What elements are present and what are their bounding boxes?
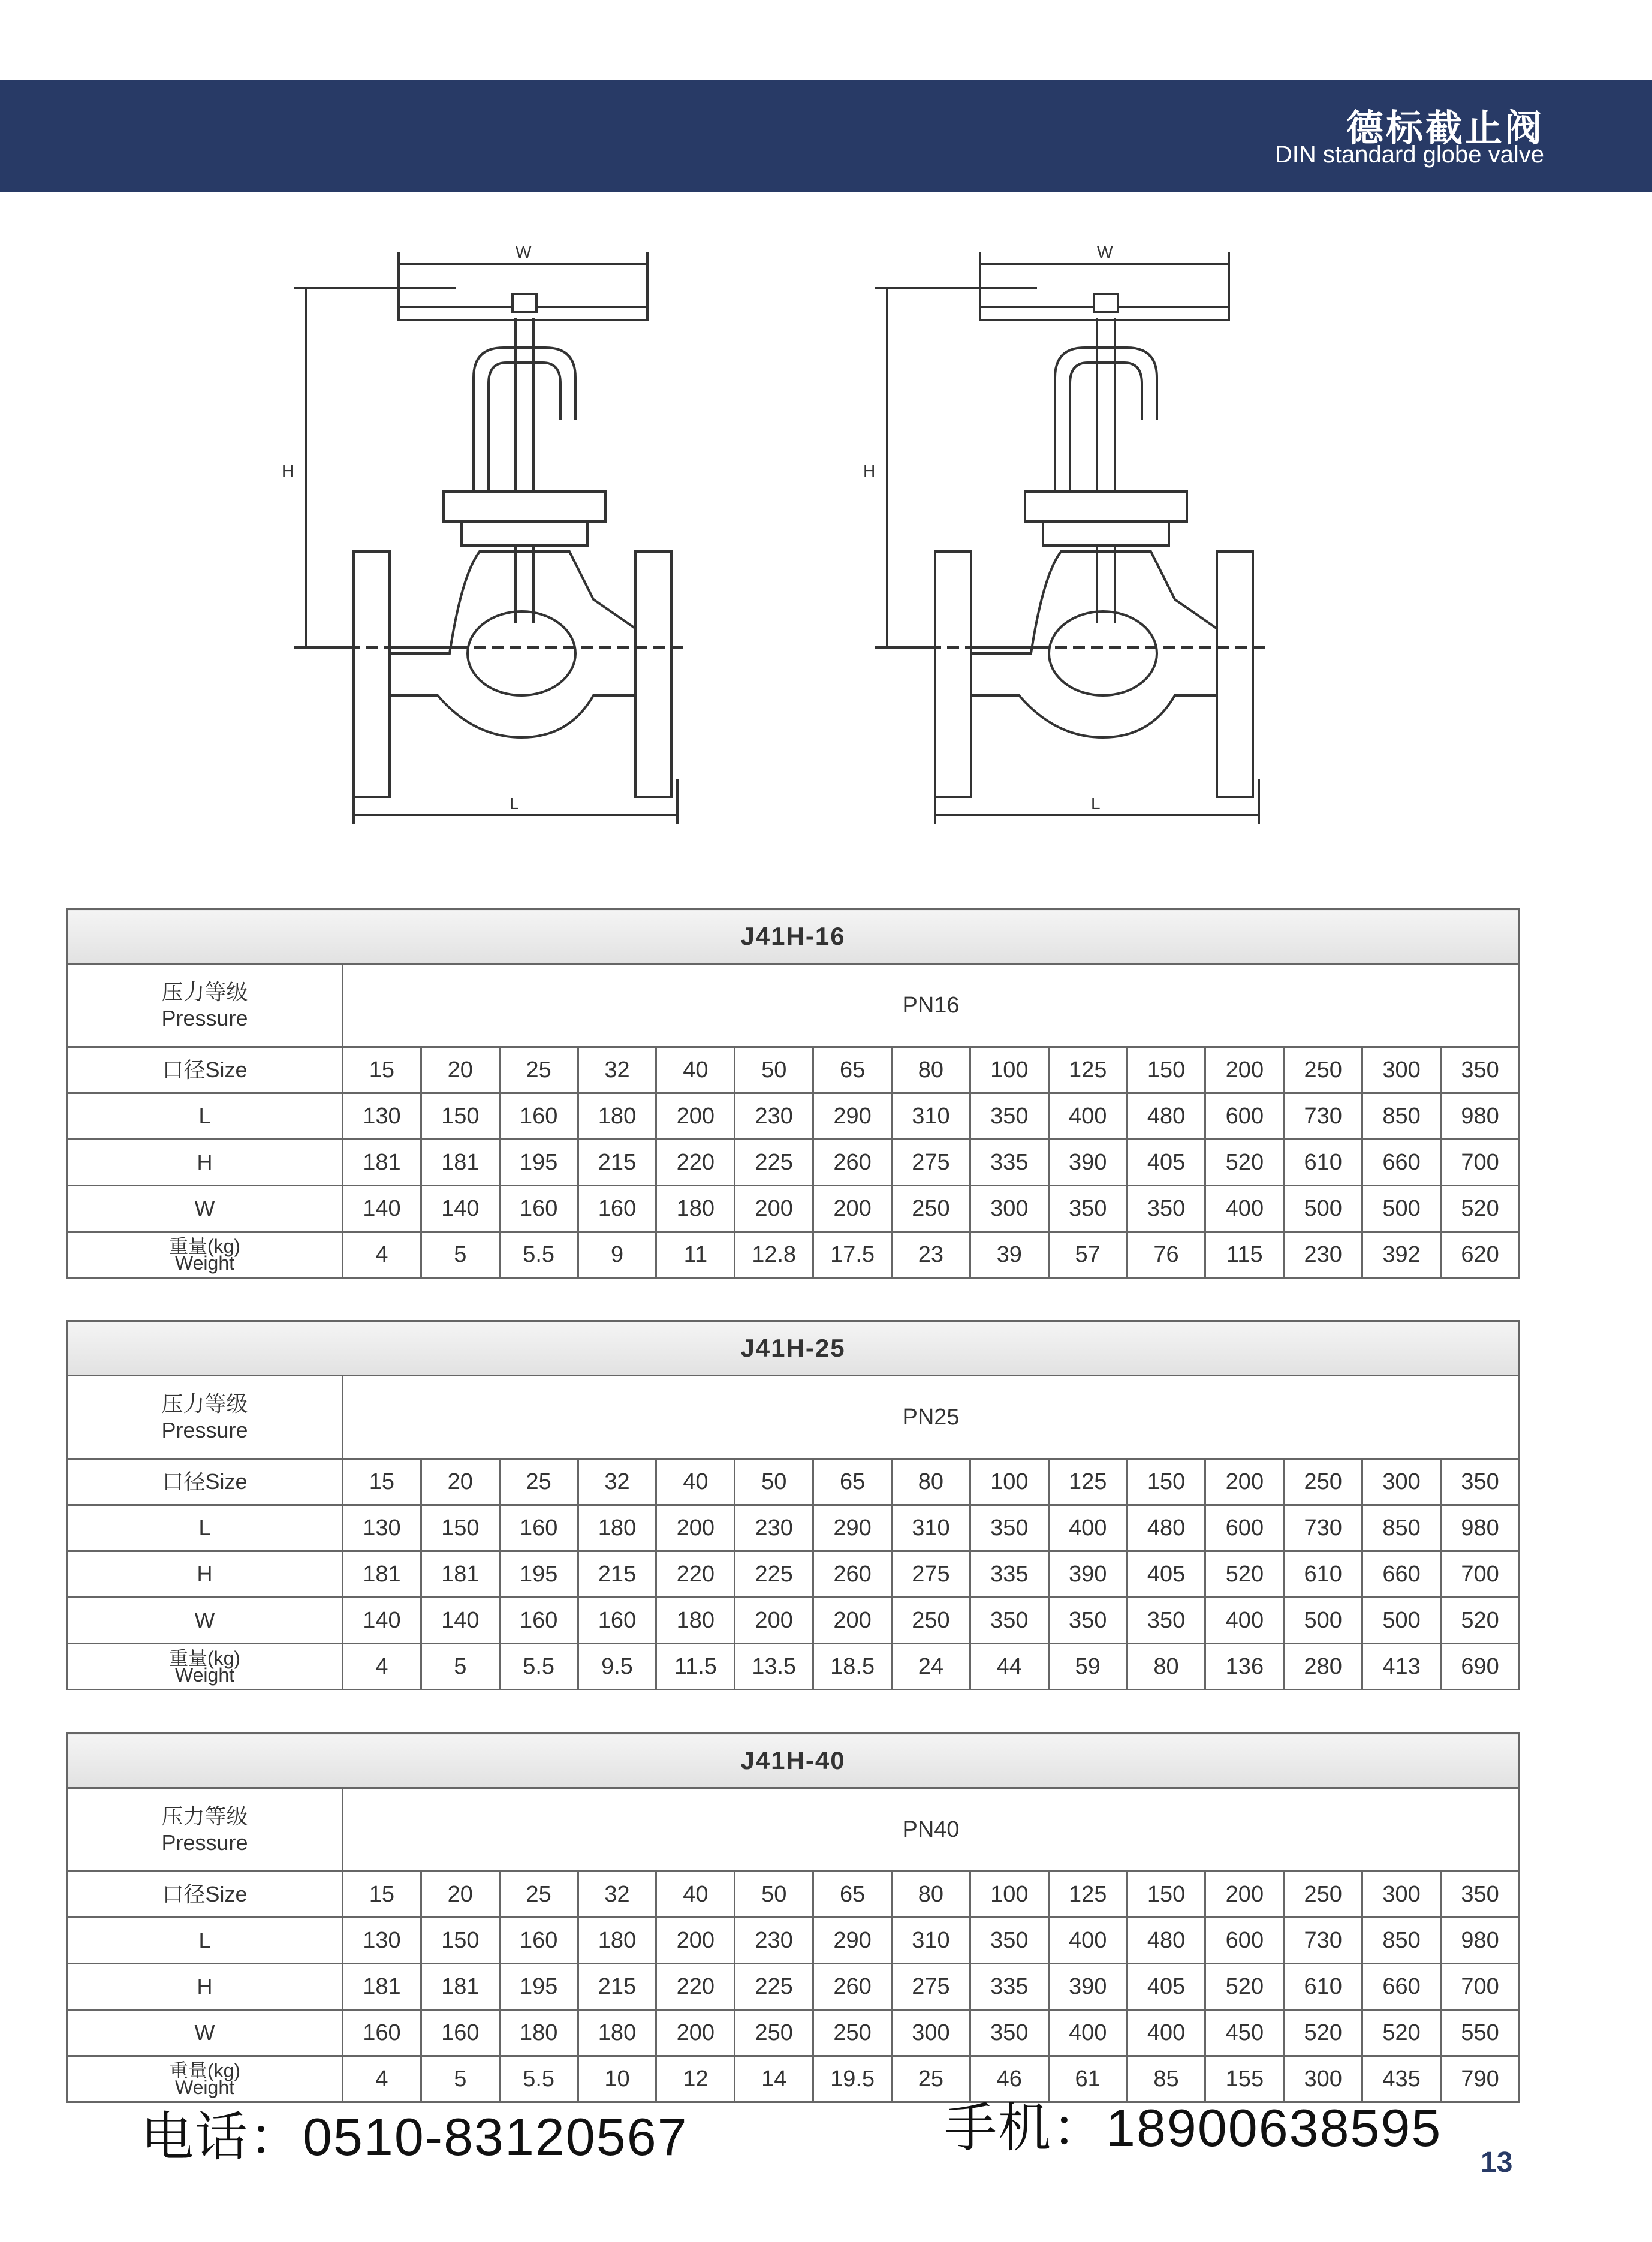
row-label: H <box>67 1964 343 2010</box>
table-cell: 150 <box>1127 1047 1205 1093</box>
table-cell: 17.5 <box>813 1232 892 1278</box>
table-cell: 300 <box>1362 1047 1441 1093</box>
table-cell: 195 <box>499 1964 578 2010</box>
table-cell: 180 <box>578 1505 656 1551</box>
table-cell: 850 <box>1362 1505 1441 1551</box>
table-cell: 520 <box>1441 1186 1520 1232</box>
table-cell: 5.5 <box>499 1232 578 1278</box>
row-label: H <box>67 1551 343 1598</box>
weight-label-en: Weight <box>174 1664 234 1686</box>
table-cell: 200 <box>656 1918 735 1964</box>
table-cell: 50 <box>735 1872 813 1918</box>
table-cell: 500 <box>1362 1186 1441 1232</box>
table-cell: 20 <box>421 1872 499 1918</box>
table-cell: 230 <box>1284 1232 1362 1278</box>
table-cell: 250 <box>735 2010 813 2056</box>
table-cell: 15 <box>343 1047 421 1093</box>
table-cell: 130 <box>343 1505 421 1551</box>
table-cell: 160 <box>499 1186 578 1232</box>
table-cell: 220 <box>656 1140 735 1186</box>
spec-table-j41h-25 <box>66 1320 1520 1690</box>
row-label: L <box>67 1918 343 1964</box>
table-cell: 700 <box>1441 1551 1520 1598</box>
table-cell: 225 <box>735 1140 813 1186</box>
table-cell: 225 <box>735 1551 813 1598</box>
pressure-value: PN16 <box>343 964 1520 1047</box>
page-title-cn: 德标截止阀 <box>1346 108 1544 149</box>
table-cell: 350 <box>1441 1047 1520 1093</box>
table-cell: 150 <box>1127 1872 1205 1918</box>
table-cell: 450 <box>1205 2010 1284 2056</box>
table-cell: 18.5 <box>813 1644 892 1690</box>
table-cell: 480 <box>1127 1093 1205 1140</box>
table-cell: 80 <box>892 1459 970 1505</box>
dim-label-h: H <box>863 462 876 480</box>
table-cell: 130 <box>343 1093 421 1140</box>
table-cell: 300 <box>1362 1459 1441 1505</box>
table-cell: 350 <box>970 1918 1048 1964</box>
table-cell: 350 <box>970 1093 1048 1140</box>
table-cell: 660 <box>1362 1551 1441 1598</box>
pressure-label-en: Pressure <box>161 1418 248 1442</box>
table-cell: 400 <box>1205 1186 1284 1232</box>
table-cell: 61 <box>1048 2056 1127 2102</box>
table-cell: 200 <box>656 1505 735 1551</box>
table-cell: 181 <box>421 1140 499 1186</box>
dim-label-w: W <box>1097 243 1113 261</box>
table-cell: 19.5 <box>813 2056 892 2102</box>
table-cell: 850 <box>1362 1918 1441 1964</box>
table-cell: 160 <box>499 1505 578 1551</box>
table-cell: 130 <box>343 1918 421 1964</box>
table-cell: 25 <box>499 1459 578 1505</box>
table-cell: 5 <box>421 1644 499 1690</box>
table-cell: 390 <box>1048 1964 1127 2010</box>
length-row <box>67 1093 1520 1140</box>
table-cell: 181 <box>421 1964 499 2010</box>
table-cell: 250 <box>813 2010 892 2056</box>
table-cell: 180 <box>578 1918 656 1964</box>
table-cell: 65 <box>813 1047 892 1093</box>
table-cell: 260 <box>813 1964 892 2010</box>
table-cell: 610 <box>1284 1964 1362 2010</box>
table-cell: 600 <box>1205 1918 1284 1964</box>
table-cell: 500 <box>1284 1598 1362 1644</box>
spec-table-j41h-16 <box>66 908 1520 1279</box>
table-title: J41H-25 <box>67 1321 1520 1376</box>
table-cell: 65 <box>813 1872 892 1918</box>
width-row <box>67 1598 1520 1644</box>
table-cell: 300 <box>1284 2056 1362 2102</box>
table-cell: 14 <box>735 2056 813 2102</box>
table-cell: 335 <box>970 1551 1048 1598</box>
table-cell: 350 <box>1127 1598 1205 1644</box>
table-cell: 39 <box>970 1232 1048 1278</box>
table-cell: 80 <box>892 1872 970 1918</box>
pressure-label-cn: 压力等级 <box>161 1391 248 1416</box>
table-cell: 160 <box>499 1093 578 1140</box>
table-cell: 200 <box>813 1186 892 1232</box>
row-label: H <box>67 1140 343 1186</box>
table-cell: 980 <box>1441 1918 1520 1964</box>
table-cell: 520 <box>1441 1598 1520 1644</box>
table-cell: 275 <box>892 1964 970 2010</box>
table-cell: 500 <box>1284 1186 1362 1232</box>
table-cell: 200 <box>656 1093 735 1140</box>
table-cell: 181 <box>421 1551 499 1598</box>
table-cell: 200 <box>1205 1872 1284 1918</box>
table-cell: 215 <box>578 1964 656 2010</box>
table-cell: 405 <box>1127 1964 1205 2010</box>
pressure-value: PN25 <box>343 1376 1520 1459</box>
spec-table-j41h-40 <box>66 1732 1520 2103</box>
table-cell: 23 <box>892 1232 970 1278</box>
height-row <box>67 1140 1520 1186</box>
footer-mobile: 手机：18900638595 <box>944 2098 1442 2157</box>
table-cell: 13.5 <box>735 1644 813 1690</box>
table-cell: 700 <box>1441 1140 1520 1186</box>
row-label: W <box>67 1186 343 1232</box>
table-cell: 15 <box>343 1872 421 1918</box>
table-cell: 160 <box>421 2010 499 2056</box>
table-cell: 215 <box>578 1551 656 1598</box>
table-cell: 125 <box>1048 1047 1127 1093</box>
valve-drawing-right <box>839 240 1331 839</box>
weight-label-en: Weight <box>174 1252 234 1274</box>
table-cell: 220 <box>656 1551 735 1598</box>
dim-label-l: L <box>510 794 519 813</box>
weight-label-cn: 重量(kg) <box>168 2060 241 2081</box>
table-cell: 32 <box>578 1872 656 1918</box>
table-cell: 610 <box>1284 1140 1362 1186</box>
table-cell: 730 <box>1284 1505 1362 1551</box>
table-cell: 155 <box>1205 2056 1284 2102</box>
weight-label <box>67 1644 343 1690</box>
table-cell: 350 <box>1127 1186 1205 1232</box>
weight-label <box>67 1232 343 1278</box>
table-cell: 520 <box>1205 1551 1284 1598</box>
table-cell: 40 <box>656 1872 735 1918</box>
table-cell: 520 <box>1205 1140 1284 1186</box>
table-cell: 4 <box>343 1232 421 1278</box>
table-cell: 9 <box>578 1232 656 1278</box>
table-cell: 980 <box>1441 1505 1520 1551</box>
table-cell: 140 <box>421 1598 499 1644</box>
table-cell: 250 <box>1284 1047 1362 1093</box>
table-cell: 11.5 <box>656 1644 735 1690</box>
length-row <box>67 1918 1520 1964</box>
pressure-label-cn: 压力等级 <box>161 980 248 1004</box>
table-cell: 50 <box>735 1047 813 1093</box>
table-cell: 25 <box>892 2056 970 2102</box>
height-row <box>67 1551 1520 1598</box>
table-cell: 50 <box>735 1459 813 1505</box>
table-cell: 730 <box>1284 1093 1362 1140</box>
table-cell: 400 <box>1048 2010 1127 2056</box>
table-cell: 350 <box>1048 1186 1127 1232</box>
weight-label-cn: 重量(kg) <box>168 1235 241 1257</box>
table-cell: 690 <box>1441 1644 1520 1690</box>
table-cell: 350 <box>1441 1459 1520 1505</box>
pressure-label-en: Pressure <box>161 1830 248 1855</box>
table-cell: 65 <box>813 1459 892 1505</box>
table-cell: 520 <box>1284 2010 1362 2056</box>
table-cell: 160 <box>499 1598 578 1644</box>
table-cell: 57 <box>1048 1232 1127 1278</box>
table-cell: 280 <box>1284 1644 1362 1690</box>
row-label: 口径Size <box>67 1459 343 1505</box>
size-row <box>67 1872 1520 1918</box>
table-cell: 125 <box>1048 1872 1127 1918</box>
table-cell: 180 <box>656 1598 735 1644</box>
table-cell: 115 <box>1205 1232 1284 1278</box>
pressure-label-en: Pressure <box>161 1006 248 1030</box>
table-cell: 275 <box>892 1140 970 1186</box>
table-cell: 350 <box>970 1505 1048 1551</box>
table-cell: 300 <box>970 1186 1048 1232</box>
table-cell: 310 <box>892 1918 970 1964</box>
table-cell: 180 <box>499 2010 578 2056</box>
width-row <box>67 2010 1520 2056</box>
table-cell: 310 <box>892 1093 970 1140</box>
row-label: W <box>67 2010 343 2056</box>
table-cell: 80 <box>892 1047 970 1093</box>
table-cell: 250 <box>1284 1459 1362 1505</box>
row-label: L <box>67 1505 343 1551</box>
table-cell: 230 <box>735 1918 813 1964</box>
table-cell: 335 <box>970 1140 1048 1186</box>
table-cell: 32 <box>578 1459 656 1505</box>
table-cell: 290 <box>813 1093 892 1140</box>
table-cell: 250 <box>892 1186 970 1232</box>
table-cell: 160 <box>343 2010 421 2056</box>
table-cell: 700 <box>1441 1964 1520 2010</box>
table-cell: 400 <box>1127 2010 1205 2056</box>
table-title: J41H-40 <box>67 1734 1520 1788</box>
row-label: 口径Size <box>67 1872 343 1918</box>
table-cell: 200 <box>735 1598 813 1644</box>
table-cell: 195 <box>499 1551 578 1598</box>
table-cell: 200 <box>735 1186 813 1232</box>
table-cell: 200 <box>1205 1459 1284 1505</box>
table-cell: 405 <box>1127 1551 1205 1598</box>
table-cell: 520 <box>1205 1964 1284 2010</box>
table-cell: 480 <box>1127 1505 1205 1551</box>
table-cell: 85 <box>1127 2056 1205 2102</box>
table-cell: 260 <box>813 1551 892 1598</box>
table-cell: 150 <box>421 1505 499 1551</box>
table-cell: 350 <box>1048 1598 1127 1644</box>
table-cell: 5 <box>421 2056 499 2102</box>
table-cell: 660 <box>1362 1964 1441 2010</box>
table-cell: 215 <box>578 1140 656 1186</box>
table-cell: 24 <box>892 1644 970 1690</box>
table-cell: 480 <box>1127 1918 1205 1964</box>
weight-label-en: Weight <box>174 2077 234 2098</box>
table-cell: 4 <box>343 2056 421 2102</box>
pressure-value: PN40 <box>343 1788 1520 1872</box>
table-cell: 150 <box>421 1093 499 1140</box>
table-cell: 160 <box>499 1918 578 1964</box>
table-cell: 300 <box>892 2010 970 2056</box>
table-cell: 790 <box>1441 2056 1520 2102</box>
dim-label-l: L <box>1091 794 1101 813</box>
table-cell: 275 <box>892 1551 970 1598</box>
table-cell: 435 <box>1362 2056 1441 2102</box>
page-number: 13 <box>1481 2147 1513 2178</box>
table-cell: 20 <box>421 1047 499 1093</box>
table-cell: 100 <box>970 1872 1048 1918</box>
table-cell: 660 <box>1362 1140 1441 1186</box>
table-cell: 9.5 <box>578 1644 656 1690</box>
size-row <box>67 1047 1520 1093</box>
table-cell: 25 <box>499 1047 578 1093</box>
table-cell: 80 <box>1127 1644 1205 1690</box>
table-cell: 413 <box>1362 1644 1441 1690</box>
row-label: 口径Size <box>67 1047 343 1093</box>
table-cell: 11 <box>656 1232 735 1278</box>
weight-row <box>67 1232 1520 1278</box>
table-cell: 4 <box>343 1644 421 1690</box>
table-cell: 250 <box>1284 1872 1362 1918</box>
table-cell: 160 <box>578 1186 656 1232</box>
length-row <box>67 1505 1520 1551</box>
table-cell: 250 <box>892 1598 970 1644</box>
table-cell: 150 <box>421 1918 499 1964</box>
table-cell: 610 <box>1284 1551 1362 1598</box>
table-cell: 32 <box>578 1047 656 1093</box>
table-cell: 59 <box>1048 1644 1127 1690</box>
table-cell: 390 <box>1048 1551 1127 1598</box>
valve-drawing-left <box>258 240 749 839</box>
table-cell: 290 <box>813 1918 892 1964</box>
table-cell: 350 <box>970 1598 1048 1644</box>
table-cell: 390 <box>1048 1140 1127 1186</box>
footer-phone: 电话：0510-83120567 <box>141 2107 688 2166</box>
table-cell: 400 <box>1048 1505 1127 1551</box>
table-cell: 25 <box>499 1872 578 1918</box>
table-cell: 5.5 <box>499 2056 578 2102</box>
table-cell: 140 <box>421 1186 499 1232</box>
table-cell: 260 <box>813 1140 892 1186</box>
table-cell: 520 <box>1362 2010 1441 2056</box>
table-cell: 500 <box>1362 1598 1441 1644</box>
weight-row <box>67 1644 1520 1690</box>
table-title: J41H-16 <box>67 909 1520 964</box>
table-cell: 200 <box>656 2010 735 2056</box>
table-cell: 350 <box>1441 1872 1520 1918</box>
table-cell: 5.5 <box>499 1644 578 1690</box>
table-cell: 290 <box>813 1505 892 1551</box>
table-cell: 136 <box>1205 1644 1284 1690</box>
table-cell: 40 <box>656 1047 735 1093</box>
table-cell: 180 <box>578 2010 656 2056</box>
table-cell: 850 <box>1362 1093 1441 1140</box>
table-cell: 335 <box>970 1964 1048 2010</box>
table-cell: 300 <box>1362 1872 1441 1918</box>
table-cell: 181 <box>343 1551 421 1598</box>
pressure-label <box>67 1376 343 1459</box>
table-cell: 220 <box>656 1964 735 2010</box>
table-cell: 600 <box>1205 1093 1284 1140</box>
table-cell: 140 <box>343 1186 421 1232</box>
page-title-en: DIN standard globe valve <box>1274 141 1544 168</box>
table-cell: 230 <box>735 1505 813 1551</box>
table-cell: 400 <box>1048 1918 1127 1964</box>
table-cell: 600 <box>1205 1505 1284 1551</box>
table-cell: 5 <box>421 1232 499 1278</box>
pressure-label <box>67 964 343 1047</box>
width-row <box>67 1186 1520 1232</box>
pressure-label <box>67 1788 343 1872</box>
row-label: W <box>67 1598 343 1644</box>
table-cell: 12 <box>656 2056 735 2102</box>
table-cell: 550 <box>1441 2010 1520 2056</box>
table-cell: 200 <box>1205 1047 1284 1093</box>
table-cell: 100 <box>970 1047 1048 1093</box>
table-cell: 400 <box>1205 1598 1284 1644</box>
row-label: L <box>67 1093 343 1140</box>
table-cell: 980 <box>1441 1093 1520 1140</box>
table-cell: 140 <box>343 1598 421 1644</box>
table-cell: 76 <box>1127 1232 1205 1278</box>
table-cell: 125 <box>1048 1459 1127 1505</box>
dim-label-w: W <box>516 243 532 261</box>
table-cell: 46 <box>970 2056 1048 2102</box>
height-row <box>67 1964 1520 2010</box>
table-cell: 44 <box>970 1644 1048 1690</box>
table-cell: 180 <box>578 1093 656 1140</box>
table-cell: 180 <box>656 1186 735 1232</box>
table-cell: 100 <box>970 1459 1048 1505</box>
table-cell: 10 <box>578 2056 656 2102</box>
table-cell: 181 <box>343 1964 421 2010</box>
table-cell: 730 <box>1284 1918 1362 1964</box>
table-cell: 405 <box>1127 1140 1205 1186</box>
table-cell: 160 <box>578 1598 656 1644</box>
table-cell: 150 <box>1127 1459 1205 1505</box>
table-cell: 400 <box>1048 1093 1127 1140</box>
table-cell: 15 <box>343 1459 421 1505</box>
table-cell: 350 <box>970 2010 1048 2056</box>
weight-label-cn: 重量(kg) <box>168 1647 241 1669</box>
table-cell: 195 <box>499 1140 578 1186</box>
table-cell: 181 <box>343 1140 421 1186</box>
table-cell: 310 <box>892 1505 970 1551</box>
table-cell: 40 <box>656 1459 735 1505</box>
pressure-label-cn: 压力等级 <box>161 1804 248 1828</box>
dim-label-h: H <box>282 462 294 480</box>
table-cell: 620 <box>1441 1232 1520 1278</box>
table-cell: 392 <box>1362 1232 1441 1278</box>
table-cell: 12.8 <box>735 1232 813 1278</box>
size-row <box>67 1459 1520 1505</box>
table-cell: 200 <box>813 1598 892 1644</box>
table-cell: 230 <box>735 1093 813 1140</box>
table-cell: 225 <box>735 1964 813 2010</box>
table-cell: 20 <box>421 1459 499 1505</box>
